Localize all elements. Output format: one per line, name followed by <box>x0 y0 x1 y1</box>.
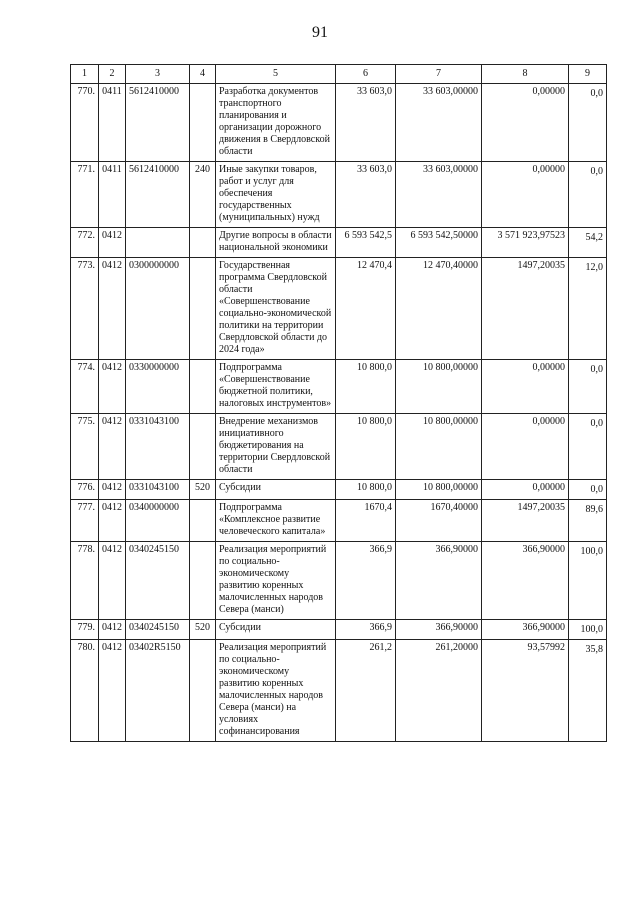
section-code: 0412 <box>99 500 126 542</box>
percent-value: 100,0 <box>580 624 603 635</box>
executed-amount: 0,00000 <box>482 162 569 228</box>
item-name: Иные закупки товаров, работ и услуг для обеспечения государственных (муниципальных) нужд <box>216 162 336 228</box>
execution-percent <box>569 162 607 228</box>
header-cell: 9 <box>569 65 607 84</box>
approved-amount: 366,90000 <box>396 542 482 620</box>
execution-percent <box>569 84 607 162</box>
header-cell: 6 <box>336 65 396 84</box>
target-code: 0330000000 <box>126 360 190 414</box>
plan-amount: 33 603,0 <box>336 162 396 228</box>
target-code: 0340000000 <box>126 500 190 542</box>
percent-value: 54,2 <box>585 232 603 243</box>
executed-amount: 1497,20035 <box>482 258 569 360</box>
plan-amount: 10 800,0 <box>336 414 396 480</box>
budget-table <box>70 64 607 742</box>
executed-amount: 366,90000 <box>482 620 569 640</box>
execution-percent <box>569 258 607 360</box>
plan-amount: 10 800,0 <box>336 360 396 414</box>
executed-amount: 0,00000 <box>482 414 569 480</box>
plan-amount: 10 800,0 <box>336 480 396 500</box>
table-row <box>71 480 607 500</box>
plan-amount: 6 593 542,5 <box>336 228 396 258</box>
item-name: Реализация мероприятий по социально-экономическому развитию коренных малочисленных народов Севера (манси) <box>216 542 336 620</box>
target-code: 0340245150 <box>126 542 190 620</box>
percent-value: 0,0 <box>590 418 603 429</box>
approved-amount: 12 470,40000 <box>396 258 482 360</box>
header-cell: 8 <box>482 65 569 84</box>
executed-amount: 1497,20035 <box>482 500 569 542</box>
expense-type <box>190 640 216 742</box>
execution-percent <box>569 228 607 258</box>
item-name: Государственная программа Свердловской области «Совершенствование социально-экономической политики на территории Свердловской области до 2024 года» <box>216 258 336 360</box>
target-code: 5612410000 <box>126 162 190 228</box>
execution-percent <box>569 480 607 500</box>
row-number: 779. <box>71 620 99 640</box>
expense-type: 520 <box>190 480 216 500</box>
expense-type <box>190 228 216 258</box>
table-row <box>71 162 607 228</box>
table-row <box>71 500 607 542</box>
expense-type <box>190 542 216 620</box>
table-row <box>71 258 607 360</box>
header-cell: 2 <box>99 65 126 84</box>
expense-type <box>190 414 216 480</box>
approved-amount: 10 800,00000 <box>396 360 482 414</box>
row-number: 775. <box>71 414 99 480</box>
table-row <box>71 84 607 162</box>
row-number: 770. <box>71 84 99 162</box>
section-code: 0412 <box>99 228 126 258</box>
section-code: 0412 <box>99 360 126 414</box>
execution-percent <box>569 620 607 640</box>
header-cell: 5 <box>216 65 336 84</box>
approved-amount: 6 593 542,50000 <box>396 228 482 258</box>
table-row <box>71 360 607 414</box>
approved-amount: 10 800,00000 <box>396 480 482 500</box>
table-row <box>71 542 607 620</box>
item-name: Субсидии <box>216 620 336 640</box>
plan-amount: 12 470,4 <box>336 258 396 360</box>
expense-type <box>190 258 216 360</box>
item-name: Другие вопросы в области национальной экономики <box>216 228 336 258</box>
executed-amount: 0,00000 <box>482 480 569 500</box>
target-code: 0331043100 <box>126 480 190 500</box>
row-number: 780. <box>71 640 99 742</box>
execution-percent <box>569 360 607 414</box>
section-code: 0412 <box>99 414 126 480</box>
row-number: 778. <box>71 542 99 620</box>
plan-amount: 261,2 <box>336 640 396 742</box>
row-number: 771. <box>71 162 99 228</box>
approved-amount: 33 603,00000 <box>396 162 482 228</box>
plan-amount: 366,9 <box>336 620 396 640</box>
approved-amount: 33 603,00000 <box>396 84 482 162</box>
section-code: 0411 <box>99 84 126 162</box>
section-code: 0412 <box>99 258 126 360</box>
percent-value: 12,0 <box>585 262 603 273</box>
target-code: 0331043100 <box>126 414 190 480</box>
execution-percent <box>569 640 607 742</box>
approved-amount: 366,90000 <box>396 620 482 640</box>
table-body <box>71 84 607 742</box>
header-cell: 7 <box>396 65 482 84</box>
approved-amount: 10 800,00000 <box>396 414 482 480</box>
expense-type <box>190 84 216 162</box>
table-row <box>71 620 607 640</box>
plan-amount: 33 603,0 <box>336 84 396 162</box>
expense-type <box>190 500 216 542</box>
section-code: 0412 <box>99 620 126 640</box>
row-number: 774. <box>71 360 99 414</box>
row-number: 772. <box>71 228 99 258</box>
item-name: Подпрограмма «Комплексное развитие человеческого капитала» <box>216 500 336 542</box>
executed-amount: 0,00000 <box>482 360 569 414</box>
item-name: Разработка документов транспортного планирования и организации дорожного движения в Свердловской области <box>216 84 336 162</box>
execution-percent <box>569 414 607 480</box>
target-code: 0300000000 <box>126 258 190 360</box>
row-number: 777. <box>71 500 99 542</box>
plan-amount: 1670,4 <box>336 500 396 542</box>
item-name: Субсидии <box>216 480 336 500</box>
executed-amount: 93,57992 <box>482 640 569 742</box>
section-code: 0412 <box>99 480 126 500</box>
percent-value: 0,0 <box>590 88 603 99</box>
header-cell: 4 <box>190 65 216 84</box>
executed-amount: 3 571 923,97523 <box>482 228 569 258</box>
percent-value: 89,6 <box>585 504 603 515</box>
row-number: 776. <box>71 480 99 500</box>
expense-type: 520 <box>190 620 216 640</box>
target-code <box>126 228 190 258</box>
target-code: 03402R5150 <box>126 640 190 742</box>
section-code: 0412 <box>99 640 126 742</box>
header-cell: 1 <box>71 65 99 84</box>
percent-value: 0,0 <box>590 364 603 375</box>
table-row <box>71 640 607 742</box>
percent-value: 0,0 <box>590 484 603 495</box>
expense-type: 240 <box>190 162 216 228</box>
approved-amount: 1670,40000 <box>396 500 482 542</box>
plan-amount: 366,9 <box>336 542 396 620</box>
section-code: 0411 <box>99 162 126 228</box>
table-row <box>71 228 607 258</box>
expense-type <box>190 360 216 414</box>
section-code: 0412 <box>99 542 126 620</box>
executed-amount: 366,90000 <box>482 542 569 620</box>
row-number: 773. <box>71 258 99 360</box>
header-row <box>71 65 607 84</box>
item-name: Реализация мероприятий по социально-экономическому развитию коренных малочисленных народов Севера (манси) на условиях софинансирования <box>216 640 336 742</box>
table-row <box>71 414 607 480</box>
executed-amount: 0,00000 <box>482 84 569 162</box>
percent-value: 0,0 <box>590 166 603 177</box>
execution-percent <box>569 542 607 620</box>
item-name: Внедрение механизмов инициативного бюджетирования на территории Свердловской области <box>216 414 336 480</box>
item-name: Подпрограмма «Совершенствование бюджетной политики, налоговых инструментов» <box>216 360 336 414</box>
target-code: 5612410000 <box>126 84 190 162</box>
target-code: 0340245150 <box>126 620 190 640</box>
percent-value: 100,0 <box>580 546 603 557</box>
page-number: 91 <box>312 24 328 41</box>
percent-value: 35,8 <box>585 644 603 655</box>
approved-amount: 261,20000 <box>396 640 482 742</box>
header-cell: 3 <box>126 65 190 84</box>
execution-percent <box>569 500 607 542</box>
